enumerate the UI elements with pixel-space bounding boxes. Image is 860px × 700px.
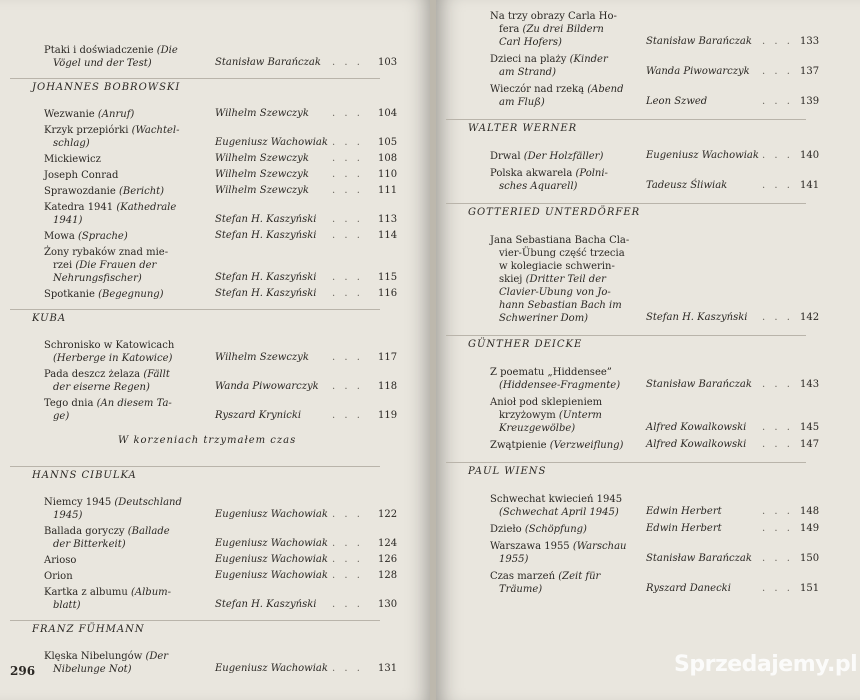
- entry-title-line: [490, 53, 608, 66]
- leader-dots: . . .: [332, 230, 363, 241]
- entry-title-line: [490, 439, 623, 452]
- translator-name: Eugeniusz Wachowiak: [646, 150, 759, 161]
- author-name: FRANZ FÜHMANN: [32, 624, 145, 635]
- original-title: (Sprache): [77, 231, 128, 242]
- original-title: (Die Frauen der: [75, 260, 157, 271]
- original-title: (Fällt: [143, 369, 170, 380]
- entry-title-line: [490, 493, 622, 506]
- entry-title-line: [53, 214, 82, 227]
- entry-title-line: [44, 246, 168, 259]
- original-title: (Polni-: [575, 168, 608, 179]
- original-title: (An diesem Ta-: [96, 398, 172, 409]
- polish-title: Tego dnia: [44, 398, 97, 409]
- entry-title-line: [499, 422, 575, 435]
- page-number: 296: [10, 664, 36, 678]
- polish-title: Jana Sebastiana Bacha Cla-: [490, 235, 630, 246]
- entry-title-line: [490, 234, 629, 247]
- entry-title-line: [490, 540, 626, 553]
- polish-title: Sprawozdanie: [44, 186, 119, 197]
- entry-title-line: [499, 583, 542, 596]
- entry-title-line: [53, 352, 172, 365]
- entry-title-line: [53, 599, 81, 612]
- entry-title-line: [44, 185, 164, 198]
- original-title: (Der: [145, 651, 169, 662]
- section-rule: [446, 462, 806, 463]
- entry-title-line: [499, 247, 625, 260]
- leader-dots: . . .: [762, 523, 793, 534]
- polish-title: hann Sebastian Bach im: [499, 300, 622, 311]
- polish-title: Katedra 1941: [44, 202, 117, 213]
- polish-title: Arioso: [44, 555, 77, 566]
- entry-page-number: 149: [800, 523, 820, 534]
- polish-title: Pada deszcz żelaza: [44, 369, 144, 380]
- entry-title-line: [499, 96, 545, 109]
- leader-dots: . . .: [762, 312, 793, 323]
- translator-name: Stanisław Barańczak: [646, 553, 752, 564]
- leader-dots: . . .: [332, 381, 363, 392]
- entry-title-line: [44, 570, 73, 583]
- original-title: (Album-: [130, 587, 172, 598]
- section-rule: [10, 620, 380, 621]
- translator-name: Alfred Kowalkowski: [646, 422, 747, 433]
- entry-page-number: 119: [378, 410, 398, 421]
- entry-title-line: [44, 586, 171, 599]
- original-title: (Bericht): [118, 186, 165, 197]
- entry-page-number: 143: [800, 379, 820, 390]
- leader-dots: . . .: [332, 554, 363, 565]
- entry-page-number: 141: [800, 180, 820, 191]
- entry-page-number: 118: [378, 381, 398, 392]
- author-name: KUBA: [32, 313, 67, 324]
- original-title: (Anruf): [97, 109, 135, 120]
- entry-page-number: 126: [378, 554, 398, 565]
- translator-name: Stefan H. Kaszyński: [215, 214, 317, 225]
- entry-page-number: 142: [800, 312, 820, 323]
- translator-name: Wilhelm Szewczyk: [215, 352, 309, 363]
- entry-page-number: 133: [800, 36, 820, 47]
- polish-title: Wieczór nad rzeką: [490, 84, 588, 95]
- translator-name: Wanda Piwowarczyk: [646, 66, 750, 77]
- translator-name: Edwin Herbert: [646, 523, 722, 534]
- translator-name: Edwin Herbert: [646, 506, 722, 517]
- entry-title-line: [499, 379, 620, 392]
- original-title: (Kinder: [569, 54, 608, 65]
- translator-name: Eugeniusz Wachowiak: [215, 570, 328, 581]
- leader-dots: . . .: [332, 410, 363, 421]
- polish-title: Carl Hofers): [499, 37, 562, 48]
- polish-title: Schweriner Dom): [499, 313, 589, 324]
- section-rule: [446, 335, 806, 336]
- polish-title: Vögel und der Test): [53, 58, 152, 69]
- polish-title: rzei: [53, 260, 76, 271]
- polish-title: Klęska Nibelungów: [44, 651, 146, 662]
- polish-title: Joseph Conrad: [44, 170, 119, 181]
- translator-name: Eugeniusz Wachowiak: [215, 509, 328, 520]
- entry-page-number: 150: [800, 553, 820, 564]
- entry-title-line: [499, 312, 588, 325]
- polish-title: skiej: [499, 274, 526, 285]
- leader-dots: . . .: [762, 150, 793, 161]
- entry-title-line: [490, 83, 624, 96]
- author-name: HANNS CIBULKA: [32, 470, 137, 481]
- entry-title-line: [499, 66, 556, 79]
- polish-title: Warszawa 1955: [490, 541, 573, 552]
- leader-dots: . . .: [762, 422, 793, 433]
- polish-title: vier-Übung część trzecia: [499, 248, 625, 259]
- leader-dots: . . .: [332, 599, 363, 610]
- polish-title: Schwechat kwiecień 1945: [490, 494, 623, 505]
- leader-dots: . . .: [332, 570, 363, 581]
- translator-name: Eugeniusz Wachowiak: [215, 137, 328, 148]
- entry-page-number: 140: [800, 150, 820, 161]
- polish-title: Wezwanie: [44, 109, 98, 120]
- polish-title: der Bitterkeit): [53, 539, 126, 550]
- polish-title: Niemcy 1945: [44, 497, 115, 508]
- polish-title: w kolegiacie schwerin-: [499, 261, 615, 272]
- polish-title: Mickiewicz: [44, 154, 101, 165]
- polish-title: Orion: [44, 571, 73, 582]
- translator-name: Ryszard Danecki: [646, 583, 731, 594]
- polish-title: Dzieci na plaży: [490, 54, 570, 65]
- polish-title: schlag): [53, 138, 90, 149]
- leader-dots: . . .: [762, 439, 793, 450]
- entry-page-number: 130: [378, 599, 398, 610]
- entry-title-line: [44, 153, 101, 166]
- translator-name: Eugeniusz Wachowiak: [215, 663, 328, 674]
- entry-title-line: [44, 339, 174, 352]
- entry-page-number: 103: [378, 57, 398, 68]
- original-title: (Hiddensee-Fragmente): [499, 380, 621, 391]
- original-title: (Herberge in Katowice): [53, 353, 173, 364]
- entry-title-line: [53, 538, 126, 551]
- entry-title-line: [499, 260, 615, 273]
- original-title: (Verzweiflung): [549, 440, 624, 451]
- entry-page-number: 139: [800, 96, 820, 107]
- polish-title: blatt): [53, 600, 81, 611]
- leader-dots: . . .: [332, 57, 363, 68]
- entry-title-line: [44, 201, 176, 214]
- leader-dots: . . .: [762, 583, 793, 594]
- entry-title-line: [490, 10, 617, 23]
- author-name: GOTTERIED UNTERDÖRFER: [468, 207, 641, 218]
- polish-title: Mowa: [44, 231, 78, 242]
- entry-page-number: 147: [800, 439, 820, 450]
- polish-title: 1955): [499, 554, 529, 565]
- entry-title-line: [499, 553, 528, 566]
- entry-title-line: [44, 44, 178, 57]
- entry-title-line: [490, 167, 608, 180]
- entry-title-line: [44, 368, 170, 381]
- translator-name: Wilhelm Szewczyk: [215, 153, 309, 164]
- polish-title: am Strand): [499, 67, 556, 78]
- entry-title-line: [44, 230, 128, 243]
- entry-title-line: [490, 523, 587, 536]
- polish-title: Krzyk przepiórki: [44, 125, 132, 136]
- translator-name: Alfred Kowalkowski: [646, 439, 747, 450]
- translator-name: Stanisław Barańczak: [646, 36, 752, 47]
- polish-title: Na trzy obrazy Carla Ho-: [490, 11, 617, 22]
- original-title: (Deutschland: [114, 497, 182, 508]
- entry-page-number: 113: [378, 214, 398, 225]
- polish-title: Nehrungsfischer): [53, 273, 142, 284]
- entry-title-line: [490, 570, 600, 583]
- section-heading: W korzeniach trzymałem czas: [118, 435, 297, 446]
- original-title: (Ballade: [127, 526, 170, 537]
- section-rule: [446, 203, 806, 204]
- entry-title-line: [53, 272, 142, 285]
- entry-page-number: 131: [378, 663, 398, 674]
- polish-title: Kartka z albumu: [44, 587, 131, 598]
- leader-dots: . . .: [762, 379, 793, 390]
- entry-page-number: 151: [800, 583, 820, 594]
- translator-name: Stefan H. Kaszyński: [646, 312, 748, 323]
- entry-page-number: 148: [800, 506, 820, 517]
- translator-name: Stanisław Barańczak: [215, 57, 321, 68]
- polish-title: der eiserne Regen): [53, 382, 150, 393]
- polish-title: Ballada goryczy: [44, 526, 128, 537]
- translator-name: Stefan H. Kaszyński: [215, 599, 317, 610]
- leader-dots: . . .: [762, 506, 793, 517]
- polish-title: 1945): [53, 510, 83, 521]
- entry-title-line: [44, 525, 170, 538]
- translator-name: Eugeniusz Wachowiak: [215, 554, 328, 565]
- polish-title: fera: [499, 24, 523, 35]
- translator-name: Wilhelm Szewczyk: [215, 185, 309, 196]
- leader-dots: . . .: [332, 214, 363, 225]
- entry-title-line: [44, 288, 164, 301]
- entry-page-number: 104: [378, 108, 398, 119]
- entry-title-line: [499, 299, 622, 312]
- entry-title-line: [53, 381, 150, 394]
- leader-dots: . . .: [332, 352, 363, 363]
- entry-title-line: [44, 108, 134, 121]
- polish-title: Drwal: [490, 151, 524, 162]
- polish-title: Träume): [499, 584, 543, 595]
- original-title: (Der Holzfäller): [523, 151, 604, 162]
- leader-dots: . . .: [762, 96, 793, 107]
- translator-name: Stefan H. Kaszyński: [215, 288, 317, 299]
- original-title: (Zu drei Bildern: [522, 24, 604, 35]
- original-title: (Abend: [587, 84, 624, 95]
- entry-title-line: [53, 663, 132, 676]
- translator-name: Tadeusz Śliwiak: [646, 180, 728, 191]
- polish-title: am Fluß): [499, 97, 545, 108]
- entry-title-line: [44, 397, 172, 410]
- polish-title: Ptaki i doświadczenie: [44, 45, 157, 56]
- leader-dots: . . .: [332, 272, 363, 283]
- entry-title-line: [53, 137, 90, 150]
- polish-title: 1941): [53, 215, 83, 226]
- translator-name: Stanisław Barańczak: [646, 379, 752, 390]
- leader-dots: . . .: [762, 36, 793, 47]
- leader-dots: . . .: [332, 509, 363, 520]
- original-title: (Kathedrale: [116, 202, 177, 213]
- entry-title-line: [44, 554, 76, 567]
- entry-page-number: 117: [378, 352, 398, 363]
- polish-title: Spotkanie: [44, 289, 99, 300]
- leader-dots: . . .: [332, 169, 363, 180]
- entry-page-number: 145: [800, 422, 820, 433]
- leader-dots: . . .: [762, 553, 793, 564]
- polish-title: sches Aquarell): [499, 181, 578, 192]
- polish-title: Clavier-Ubung von Jo-: [499, 287, 611, 298]
- original-title: (Warschau: [572, 541, 627, 552]
- polish-title: Żony rybaków znad mie-: [44, 247, 169, 258]
- leader-dots: . . .: [332, 663, 363, 674]
- leader-dots: . . .: [332, 538, 363, 549]
- entry-title-line: [499, 180, 577, 193]
- entry-title-line: [499, 36, 562, 49]
- entry-page-number: 111: [378, 185, 398, 196]
- polish-title: Nibelunge Not): [53, 664, 132, 675]
- entry-title-line: [44, 124, 179, 137]
- entry-title-line: [499, 506, 619, 519]
- original-title: (Zeit für: [558, 571, 601, 582]
- author-name: GÜNTHER DEICKE: [468, 339, 583, 350]
- author-name: JOHANNES BOBROWSKI: [32, 82, 181, 93]
- entry-page-number: 137: [800, 66, 820, 77]
- polish-title: Kreuzgewölbe): [499, 423, 576, 434]
- section-rule: [10, 466, 380, 467]
- entry-title-line: [44, 650, 168, 663]
- leader-dots: . . .: [332, 108, 363, 119]
- entry-page-number: 116: [378, 288, 398, 299]
- section-rule: [446, 119, 806, 120]
- right-page: [436, 0, 860, 700]
- original-title: (Schwechat April 1945): [499, 507, 619, 518]
- polish-title: Z poematu „Hiddensee”: [490, 367, 612, 378]
- entry-page-number: 128: [378, 570, 398, 581]
- entry-title-line: [499, 409, 602, 422]
- leader-dots: . . .: [332, 185, 363, 196]
- polish-title: Dzieło: [490, 524, 525, 535]
- leader-dots: . . .: [762, 66, 793, 77]
- translator-name: Wanda Piwowarczyk: [215, 381, 319, 392]
- original-title: (Begegnung): [98, 289, 164, 300]
- polish-title: Czas marzeń: [490, 571, 559, 582]
- entry-title-line: [44, 169, 118, 182]
- entry-title-line: [53, 57, 152, 70]
- entry-page-number: 105: [378, 137, 398, 148]
- original-title: (Die: [156, 45, 178, 56]
- leader-dots: . . .: [762, 180, 793, 191]
- translator-name: Leon Szwed: [646, 96, 708, 107]
- polish-title: krzyżowym: [499, 410, 559, 421]
- entry-page-number: 108: [378, 153, 398, 164]
- polish-title: Schronisko w Katowicach: [44, 340, 175, 351]
- original-title: (Unterm: [558, 410, 602, 421]
- translator-name: Wilhelm Szewczyk: [215, 108, 309, 119]
- leader-dots: . . .: [332, 137, 363, 148]
- entry-title-line: [499, 286, 611, 299]
- entry-title-line: [53, 410, 69, 423]
- polish-title: ge): [53, 411, 70, 422]
- entry-page-number: 122: [378, 509, 398, 520]
- translator-name: Eugeniusz Wachowiak: [215, 538, 328, 549]
- polish-title: Anioł pod sklepieniem: [490, 397, 603, 408]
- leader-dots: . . .: [332, 288, 363, 299]
- translator-name: Ryszard Krynicki: [215, 410, 302, 421]
- original-title: (Schöpfung): [524, 524, 587, 535]
- author-name: WALTER WERNER: [468, 123, 578, 134]
- original-title: (Dritter Teil der: [525, 274, 606, 285]
- entry-title-line: [44, 496, 182, 509]
- entry-page-number: 110: [378, 169, 398, 180]
- translator-name: Wilhelm Szewczyk: [215, 169, 309, 180]
- entry-page-number: 115: [378, 272, 398, 283]
- section-rule: [10, 309, 380, 310]
- entry-title-line: [53, 259, 156, 272]
- entry-page-number: 114: [378, 230, 398, 241]
- original-title: (Wachtel-: [131, 125, 180, 136]
- leader-dots: . . .: [332, 153, 363, 164]
- entry-title-line: [499, 273, 606, 286]
- polish-title: Polska akwarela: [490, 168, 576, 179]
- entry-title-line: [490, 366, 612, 379]
- entry-title-line: [53, 509, 82, 522]
- entry-title-line: [490, 396, 602, 409]
- watermark-logo: Sprzedajemy.pl: [674, 652, 858, 677]
- section-rule: [10, 78, 380, 79]
- entry-page-number: 124: [378, 538, 398, 549]
- translator-name: Stefan H. Kaszyński: [215, 230, 317, 241]
- entry-title-line: [499, 23, 604, 36]
- polish-title: Zwątpienie: [490, 440, 550, 451]
- entry-title-line: [490, 150, 603, 163]
- translator-name: Stefan H. Kaszyński: [215, 272, 317, 283]
- author-name: PAUL WIENS: [468, 466, 547, 477]
